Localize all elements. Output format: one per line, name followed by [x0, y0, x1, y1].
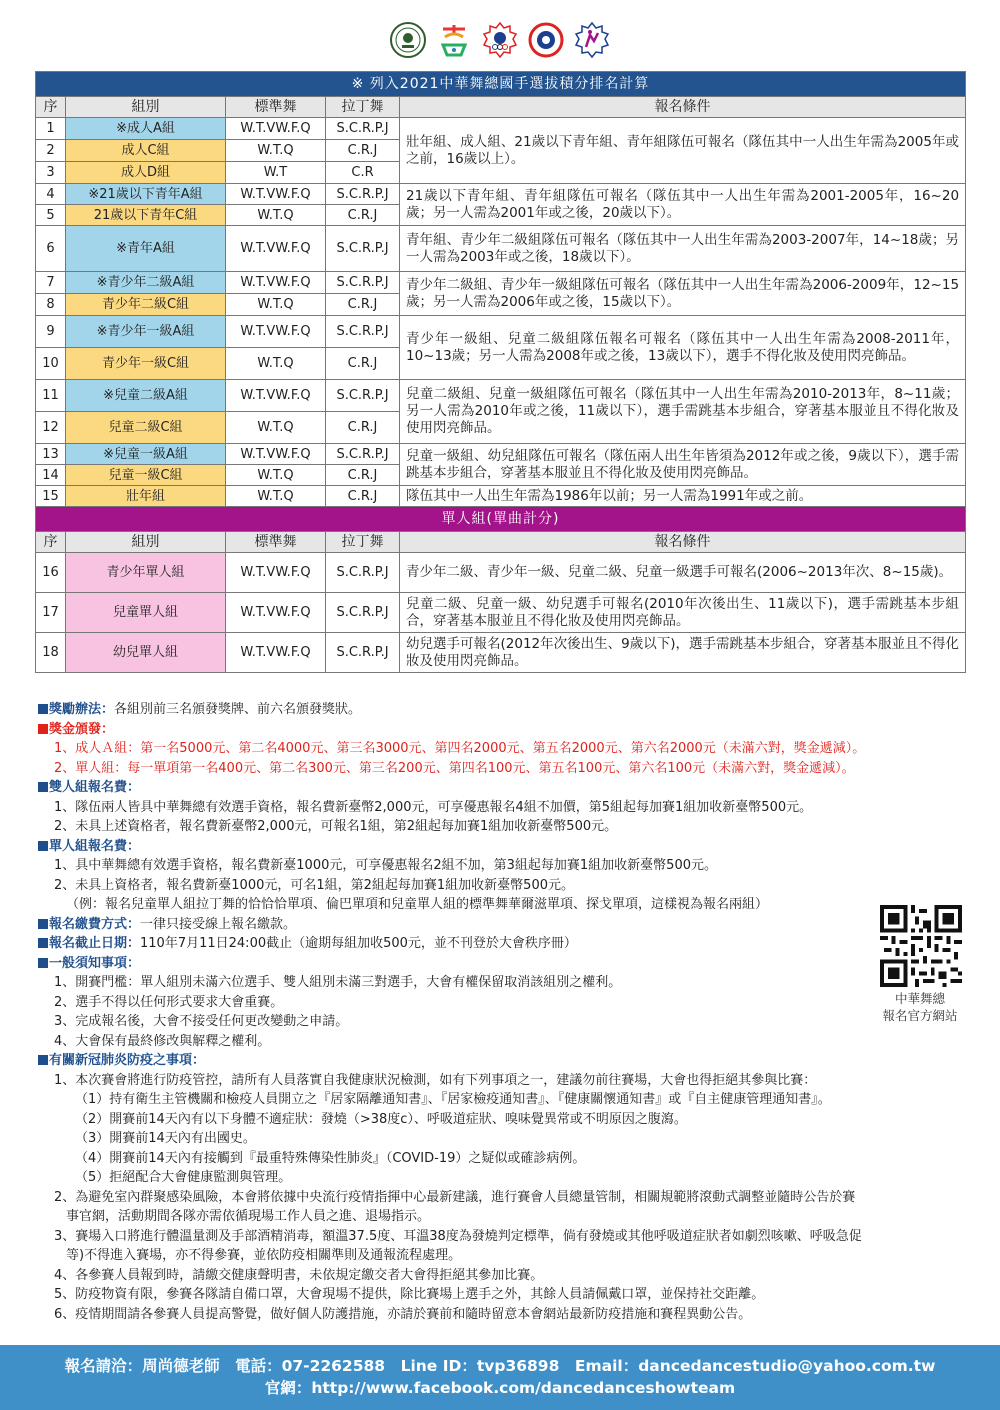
row-standard: W.T.Q — [226, 465, 326, 486]
row-conditions: 壯年組、成人組、21歲以下青年組、青年組隊伍可報名（隊伍其中一人出生年需為2005年或之前，16歲以上）。 — [400, 118, 966, 184]
row-group: 成人D組 — [66, 162, 226, 184]
registration-qr-code-icon[interactable] — [880, 905, 962, 987]
row-conditions: 幼兒選手可報名(2012年次後出生、9歲以下)，選手需跳基本步組合，穿著基本服並且不得化妝及使用閃亮飾品。 — [400, 633, 966, 673]
col-header-no: 序 — [36, 97, 66, 118]
row-latin: C.R.J — [326, 348, 400, 380]
payment-label: 報名繳費方式： — [49, 916, 141, 932]
award-note — [38, 700, 968, 720]
footer-website-link[interactable]: 官網：http://www.facebook.com/dancedanceshowteam — [264, 1379, 736, 1397]
row-group: ※成人A組 — [66, 118, 226, 140]
row-standard: W.T.VW.F.Q — [226, 118, 326, 140]
table-row — [36, 380, 966, 412]
solo-table-title: 單人組(單曲計分) — [36, 507, 966, 532]
row-standard: W.T.Q — [226, 294, 326, 316]
covid-item: 3、賽場入口將進行體溫量測及手部酒精消毒，額溫37.5度、耳溫38度為發燒判定標準，倘有發燒或其他呼吸道症狀者如劇烈咳嗽、呼吸急促 — [54, 1228, 862, 1244]
row-no: 15 — [36, 486, 66, 507]
table-row — [36, 272, 966, 294]
row-group: 青少年一級C組 — [66, 348, 226, 380]
general-item: 2、選手不得以任何形式要求大會重賽。 — [54, 994, 284, 1010]
table-row — [36, 593, 966, 633]
row-standard: W.T.Q — [226, 348, 326, 380]
table-row — [36, 118, 966, 140]
row-standard: W.T.VW.F.Q — [226, 553, 326, 593]
footer-contact-line: 報名請洽：周尚德老師 電話：07-2262588 Line ID：tvp36898 Email：dancedancestudio@yahoo.com.tw — [64, 1357, 936, 1375]
row-standard: W.T.VW.F.Q — [226, 633, 326, 673]
table-header-row — [36, 97, 966, 118]
row-no: 5 — [36, 205, 66, 226]
col-header-group: 組別 — [66, 97, 226, 118]
row-latin: C.R.J — [326, 205, 400, 226]
row-group: ※青年A組 — [66, 226, 226, 272]
solo-fee-label: 單人組報名費： — [49, 838, 141, 854]
qr-caption — [860, 990, 980, 1024]
row-no: 9 — [36, 316, 66, 348]
row-conditions: 青年組、青少年二級組隊伍可報名（隊伍其中一人出生年需為2003-2007年，14~18歲；另一人需為2003年或之後，18歲以下）。 — [400, 226, 966, 272]
covid-item: 6、疫情期間請各參賽人員提高警覺，做好個人防護措施，亦請於賽前和隨時留意本會網站最新防疫措施和賽程異動公告。 — [54, 1306, 752, 1322]
pair-fee-note — [38, 778, 968, 798]
sports-federation-logo-icon — [527, 21, 565, 59]
row-latin: S.C.R.P.J — [326, 184, 400, 205]
row-conditions: 隊伍其中一人出生年需為1986年以前；另一人需為1991年或之前。 — [400, 486, 966, 507]
row-no: 8 — [36, 294, 66, 316]
solo-fee-example: （例：報名兒童單人組拉丁舞的恰恰恰單項、倫巴單項和兒童單人組的標準舞華爾滋單項、探戈單項，這樣視為報名兩組） — [66, 897, 769, 912]
covid-item: 5、防疫物資有限，參賽各隊請自備口罩，大會現場不提供，除比賽場上選手之外，其餘人員請佩戴口罩，並保持社交距離。 — [54, 1287, 765, 1302]
table-row — [36, 316, 966, 348]
row-no: 2 — [36, 140, 66, 162]
row-group: 兒童一級C組 — [66, 465, 226, 486]
row-latin: S.C.R.P.J — [326, 226, 400, 272]
pair-fee-item: 1、隊伍兩人皆具中華舞總有效選手資格，報名費新臺幣2,000元，可享優惠報名4組不加價，第5組起每加賽1組加收新臺幣500元。 — [54, 799, 813, 815]
covid-subitem: （3）開賽前14天內有出國史。 — [75, 1131, 256, 1146]
row-conditions: 青少年一級組、兒童二級組隊伍報名可報名（隊伍其中一人出生年需為2008-2011年，10~13歲；另一人需為2008年或之後，13歲以下），選手不得化妝及使用閃亮飾品。 — [400, 316, 966, 380]
national-ranking-table — [35, 71, 966, 673]
solo-fee-note — [38, 837, 968, 857]
row-latin: S.C.R.P.J — [326, 118, 400, 140]
col-header-conditions: 報名條件 — [400, 97, 966, 118]
row-conditions: 兒童一級組、幼兒組隊伍可報名（隊伍兩人出生年皆須為2012年或之後，9歲以下），選手需跳基本步組合，穿著基本服並且不得化妝及使用閃亮飾品。 — [400, 444, 966, 486]
pair-fee-label: 雙人組報名費： — [49, 780, 141, 795]
solo-fee-item: 2、未具上資格者，報名費新臺1000元，可名1組，第2組起每加賽1組加收新臺幣500元。 — [54, 877, 574, 893]
row-group: ※青少年一級A組 — [66, 316, 226, 348]
row-group: ※兒童一級A組 — [66, 444, 226, 465]
col-header-standard: 標準舞 — [226, 532, 326, 553]
ministry-of-education-seal-icon — [389, 21, 427, 59]
deadline-label: 報名截止日期： — [49, 936, 141, 951]
table-row — [36, 184, 966, 205]
row-standard: W.T.VW.F.Q — [226, 316, 326, 348]
general-item: 1、開賽門檻：單人組別未滿六位選手、雙人組別未滿三對選手，大會有權保留取消該組別之權利。 — [54, 975, 622, 990]
row-standard: W.T.Q — [226, 486, 326, 507]
solo-fee-item: 1、具中華舞總有效選手資格，報名費新臺1000元，可享優惠報名2組不加，第3組起每加賽1組加收新臺幣500元。 — [54, 858, 717, 873]
row-standard: W.T.VW.F.Q — [226, 444, 326, 465]
general-item: 4、大會保有最終修改與解釋之權利。 — [54, 1033, 271, 1049]
solo-banner — [36, 507, 966, 532]
row-no: 11 — [36, 380, 66, 412]
covid-item-cont: 等)不得進入賽場，亦不得參賽，並依防疫相關準則及通報流程處理。 — [66, 1248, 462, 1263]
row-latin: C.R.J — [326, 465, 400, 486]
row-no: 4 — [36, 184, 66, 205]
general-note — [38, 954, 968, 974]
prize-item: 2、單人組：每一單項第一名400元、第二名300元、第三名200元、第四名100元、第五名100元、第六名100元（未滿六對，獎金遞減）。 — [54, 760, 855, 776]
pair-fee-item: 2、未具上述資格者，報名費新臺幣2,000元，可報名1組，第2組起每加賽1組加收新臺幣500元。 — [54, 819, 618, 834]
row-conditions: 青少年二級組、青少年一級組隊伍可報名（隊伍其中一人出生年需為2006-2009年，12~15歲；另一人需為2006年或之後，15歲以下）。 — [400, 272, 966, 316]
prize-note — [38, 720, 968, 740]
olympic-committee-logo-icon — [481, 21, 519, 59]
award-label: 獎勵辦法： — [49, 702, 115, 717]
row-group: 成人C組 — [66, 140, 226, 162]
row-group: 21歲以下青年C組 — [66, 205, 226, 226]
row-group: 幼兒單人組 — [66, 633, 226, 673]
col-header-standard: 標準舞 — [226, 97, 326, 118]
covid-item: 1、本次賽會將進行防疫管控，請所有人員落實自我健康狀況檢測，如有下列事項之一，建議勿前往賽場，大會也得拒絕其參與比賽： — [54, 1072, 817, 1088]
row-no: 13 — [36, 444, 66, 465]
contact-footer — [0, 1345, 1000, 1410]
bullet-square-icon — [38, 841, 48, 851]
row-standard: W.T.VW.F.Q — [226, 226, 326, 272]
row-group: 兒童二級C組 — [66, 412, 226, 444]
covid-subitem: （2）開賽前14天內有以下身體不適症狀：發燒（>38度c）、呼吸道症狀、嗅味覺異常或不明原因之腹瀉。 — [75, 1111, 687, 1127]
row-no: 14 — [36, 465, 66, 486]
row-no: 3 — [36, 162, 66, 184]
bullet-square-icon — [38, 724, 48, 734]
row-no: 17 — [36, 593, 66, 633]
row-standard: W.T.Q — [226, 140, 326, 162]
row-latin: S.C.R.P.J — [326, 633, 400, 673]
table-banner — [36, 72, 966, 97]
table-row — [36, 444, 966, 465]
bullet-square-icon — [38, 704, 48, 714]
row-latin: C.R.J — [326, 294, 400, 316]
col-header-group: 組別 — [66, 532, 226, 553]
row-standard: W.T.Q — [226, 412, 326, 444]
row-latin: S.C.R.P.J — [326, 316, 400, 348]
solo-header-row — [36, 532, 966, 553]
row-no: 7 — [36, 272, 66, 294]
row-no: 16 — [36, 553, 66, 593]
row-latin: C.R.J — [326, 412, 400, 444]
row-no: 1 — [36, 118, 66, 140]
covid-label: 有關新冠肺炎防疫之事項： — [49, 1053, 206, 1068]
row-latin: C.R — [326, 162, 400, 184]
row-standard: W.T.VW.F.Q — [226, 184, 326, 205]
row-latin: S.C.R.P.J — [326, 593, 400, 633]
award-text: 各組別前三名頒發獎牌、前六名頒發獎狀。 — [114, 702, 362, 717]
bullet-square-icon — [38, 919, 48, 929]
col-header-latin: 拉丁舞 — [326, 532, 400, 553]
table-row — [36, 226, 966, 272]
bullet-square-icon — [38, 938, 48, 948]
taiwan-games-logo-icon — [435, 21, 473, 59]
row-no: 10 — [36, 348, 66, 380]
covid-item: 2、為避免室內群聚感染風險，本會將依據中央流行疫情指揮中心最新建議，進行賽會人員總量管制，相關規範將滾動式調整並隨時公告於賽 — [54, 1189, 856, 1205]
row-conditions: 兒童二級、兒童一級、幼兒選手可報名(2010年次後出生、11歲以下)，選手需跳基本步組合，穿著基本服並且不得化妝及使用閃亮飾品。 — [400, 593, 966, 633]
header-logos — [0, 16, 1000, 64]
col-header-latin: 拉丁舞 — [326, 97, 400, 118]
row-standard: W.T.Q — [226, 205, 326, 226]
row-latin: S.C.R.P.J — [326, 444, 400, 465]
row-group: ※兒童二級A組 — [66, 380, 226, 412]
row-no: 6 — [36, 226, 66, 272]
row-standard: W.T.VW.F.Q — [226, 593, 326, 633]
qr-caption-line2: 報名官方網站 — [882, 1008, 958, 1023]
covid-item: 4、各參賽人員報到時，請繳交健康聲明書，未依規定繳交者大會得拒絕其參加比賽。 — [54, 1267, 544, 1283]
row-group: 兒童單人組 — [66, 593, 226, 633]
row-conditions: 21歲以下青年組、青年組隊伍可報名（隊伍其中一人出生年需為2001-2005年，16~20歲；另一人需為2001年或之後，20歲以下）。 — [400, 184, 966, 226]
col-header-conditions: 報名條件 — [400, 532, 966, 553]
row-standard: W.T — [226, 162, 326, 184]
row-conditions: 兒童二級組、兒童一級組隊伍可報名（隊伍其中一人出生年需為2010-2013年，8~11歲；另一人需為2010年或之後，11歲以下），選手需跳基本步組合，穿著基本服並且不得化妝及使用閃亮飾品。 — [400, 380, 966, 444]
table-row — [36, 486, 966, 507]
covid-subitem: （1）持有衛生主管機關和檢疫人員開立之『居家隔離通知書』、『居家檢疫通知書』、『健康關懷通知書』或『自主健康管理通知書』。 — [75, 1092, 831, 1107]
general-item: 3、完成報名後，大會不接受任何更改變動之申請。 — [54, 1014, 349, 1029]
bullet-square-icon — [38, 782, 48, 792]
row-latin: S.C.R.P.J — [326, 272, 400, 294]
payment-text: 一律只接受線上報名繳款。 — [140, 916, 297, 932]
row-group: 壯年組 — [66, 486, 226, 507]
table-row — [36, 633, 966, 673]
row-group: 青少年二級C組 — [66, 294, 226, 316]
covid-subitem: （4）開賽前14天內有接觸到『最重特殊傳染性肺炎』（COVID-19）之疑似或確診病例。 — [75, 1150, 586, 1166]
covid-item-cont: 事官網，活動期間各隊亦需依循現場工作人員之進、退場指示。 — [66, 1209, 431, 1224]
table-row — [36, 553, 966, 593]
notes-section — [38, 700, 968, 1324]
covid-note — [38, 1051, 968, 1071]
table-title: ※ 列入2021中華舞總國手選拔積分排名計算 — [36, 72, 966, 97]
bullet-square-icon — [38, 958, 48, 968]
qr-caption-line1: 中華舞總 — [894, 991, 945, 1006]
deadline-text: 110年7月11日24:00截止（逾期每組加收500元，並不刊登於大會秩序冊） — [140, 936, 577, 951]
row-latin: C.R.J — [326, 140, 400, 162]
row-latin: C.R.J — [326, 486, 400, 507]
payment-note — [38, 915, 968, 935]
prize-label: 獎金頒發： — [49, 721, 115, 737]
prize-item: 1、成人Ａ組：第一名5000元、第二名4000元、第三名3000元、第四名2000元、第五名2000元、第六名2000元（未滿六對，獎金遞減）。 — [54, 741, 866, 756]
row-group: ※21歲以下青年A組 — [66, 184, 226, 205]
bullet-square-icon — [38, 1055, 48, 1065]
covid-subitem: （5）拒絕配合大會健康監測與管理。 — [75, 1170, 292, 1185]
row-group: ※青少年二級A組 — [66, 272, 226, 294]
row-latin: S.C.R.P.J — [326, 380, 400, 412]
row-standard: W.T.VW.F.Q — [226, 272, 326, 294]
col-header-no: 序 — [36, 532, 66, 553]
row-no: 18 — [36, 633, 66, 673]
deadline-note — [38, 934, 968, 954]
row-latin: S.C.R.P.J — [326, 553, 400, 593]
general-label: 一般須知事項： — [49, 955, 141, 971]
row-group: 青少年單人組 — [66, 553, 226, 593]
row-standard: W.T.VW.F.Q — [226, 380, 326, 412]
dancesport-association-logo-icon — [573, 21, 611, 59]
row-no: 12 — [36, 412, 66, 444]
row-conditions: 青少年二級、青少年一級、兒童二級、兒童一級選手可報名(2006~2013年次、8~15歲)。 — [400, 553, 966, 593]
